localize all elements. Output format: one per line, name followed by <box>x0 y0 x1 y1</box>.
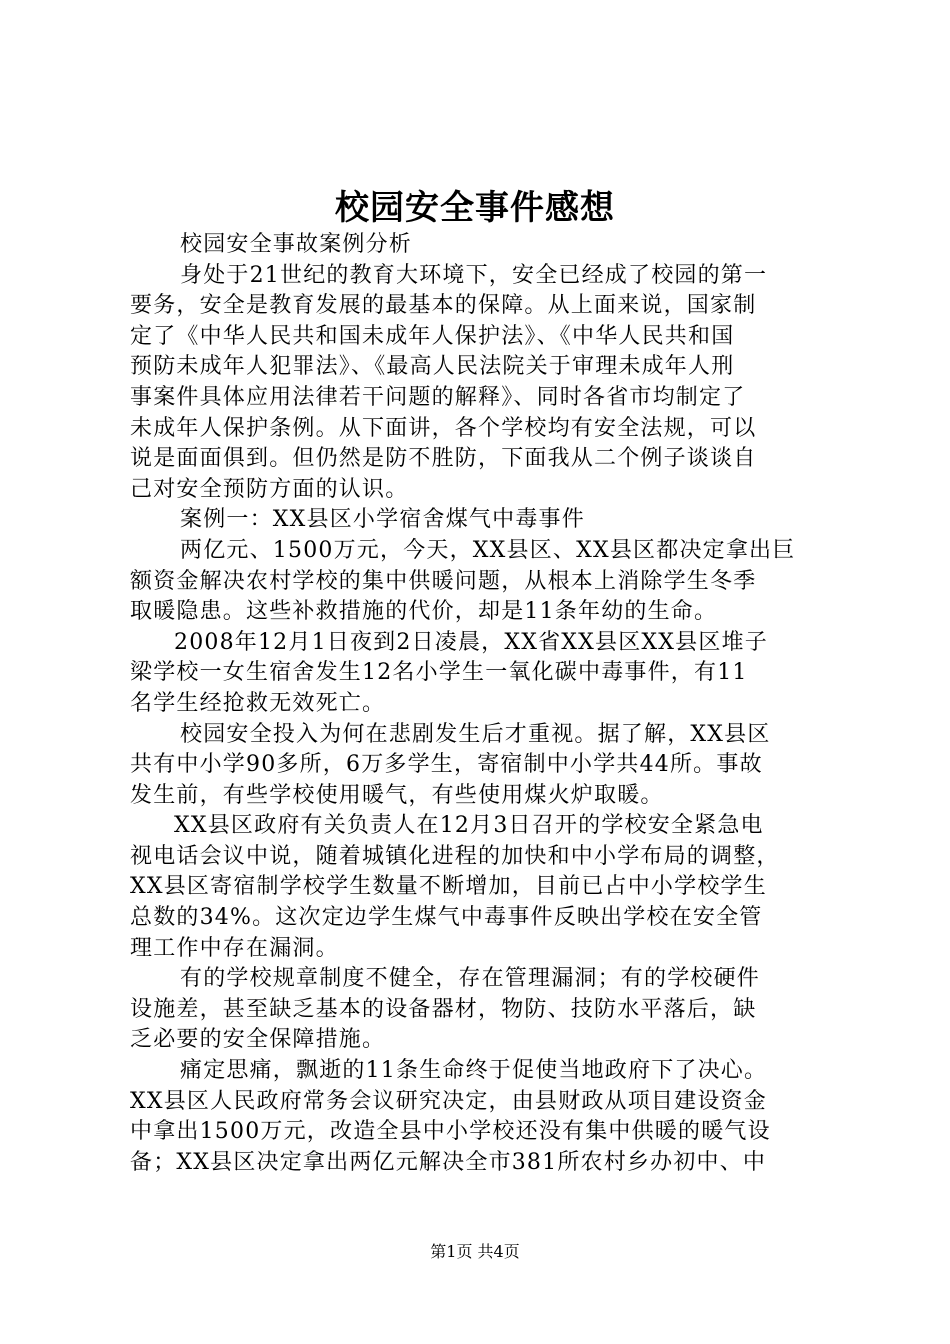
text-line: 要务，安全是教育发展的最基本的保障。从上面来说，国家制 <box>130 293 757 319</box>
text-line: 预防未成年人犯罪法》、《最高人民法院关于审理未成年人刑 <box>130 354 735 380</box>
text-line: 视电话会议中说，随着城镇化进程的加快和中小学布局的调整， <box>130 843 780 869</box>
text-line: 理工作中存在漏洞。 <box>130 935 339 961</box>
text-line: 两亿元、1500万元，今天，XX县区、XX县区都决定拿出巨 <box>180 537 796 563</box>
document-body <box>130 230 830 1178</box>
text-line: 身处于21世纪的教育大环境下，安全已经成了校园的第一 <box>180 262 768 288</box>
text-line: 取暖隐患。这些补救措施的代价，却是11条年幼的生命。 <box>130 599 718 625</box>
text-line: 未成年人保护条例。从下面讲，各个学校均有安全法规，可以 <box>130 415 757 441</box>
text-line: 2008年12月1日夜到2日凌晨，XX省XX县区XX县区堆子 <box>174 629 768 655</box>
text-line: 中拿出1500万元，改造全县中小学校还没有集中供暖的暖气设 <box>130 1119 771 1145</box>
text-line: XX县区人民政府常务会议研究决定，由县财政从项目建设资金 <box>130 1088 767 1114</box>
text-line: XX县区寄宿制学校学生数量不断增加，目前已占中小学校学生 <box>130 874 767 900</box>
text-line: 名学生经抢救无效死亡。 <box>130 690 386 716</box>
text-line: 发生前，有些学校使用暖气，有些使用煤火炉取暖。 <box>130 782 664 808</box>
text-line: 说是面面俱到。但仍然是防不胜防，下面我从二个例子谈谈自 <box>130 446 757 472</box>
text-line: 共有中小学90多所，6万多学生，寄宿制中小学共44所。事故 <box>130 752 763 778</box>
text-line: 校园安全事故案例分析 <box>180 232 413 257</box>
text-line: 有的学校规章制度不健全，存在管理漏洞；有的学校硬件 <box>180 966 761 992</box>
document-title: 校园安全事件感想 <box>335 188 615 228</box>
text-line: XX县区政府有关负责人在12月3日召开的学校安全紧急电 <box>174 813 764 839</box>
text-line: 额资金解决农村学校的集中供暖问题，从根本上消除学生冬季 <box>130 568 757 594</box>
text-line: 定了《中华人民共和国未成年人保护法》、《中华人民共和国 <box>130 323 735 349</box>
text-line: 乏必要的安全保障措施。 <box>130 1027 386 1053</box>
text-line: 校园安全投入为何在悲剧发生后才重视。据了解，XX县区 <box>180 721 771 747</box>
text-line: 案例一：XX县区小学宿舍煤气中毒事件 <box>180 507 585 533</box>
page-number-footer: 第1页 共4页 <box>430 1242 520 1261</box>
text-line: 梁学校一女生宿舍发生12名小学生一氧化碳中毒事件，有11 <box>130 660 748 686</box>
text-line: 总数的34%。这次定边学生煤气中毒事件反映出学校在安全管 <box>130 905 763 931</box>
text-line: 备；XX县区决定拿出两亿元解决全市381所农村乡办初中、中 <box>130 1149 767 1175</box>
text-line: 设施差，甚至缺乏基本的设备器材，物防、技防水平落后，缺 <box>130 996 757 1022</box>
text-line: 事案件具体应用法律若干问题的解释》、同时各省市均制定了 <box>130 384 746 410</box>
text-line: 己对安全预防方面的认识。 <box>130 476 409 502</box>
text-line: 痛定思痛，飘逝的11条生命终于促使当地政府下了决心。 <box>180 1058 768 1084</box>
